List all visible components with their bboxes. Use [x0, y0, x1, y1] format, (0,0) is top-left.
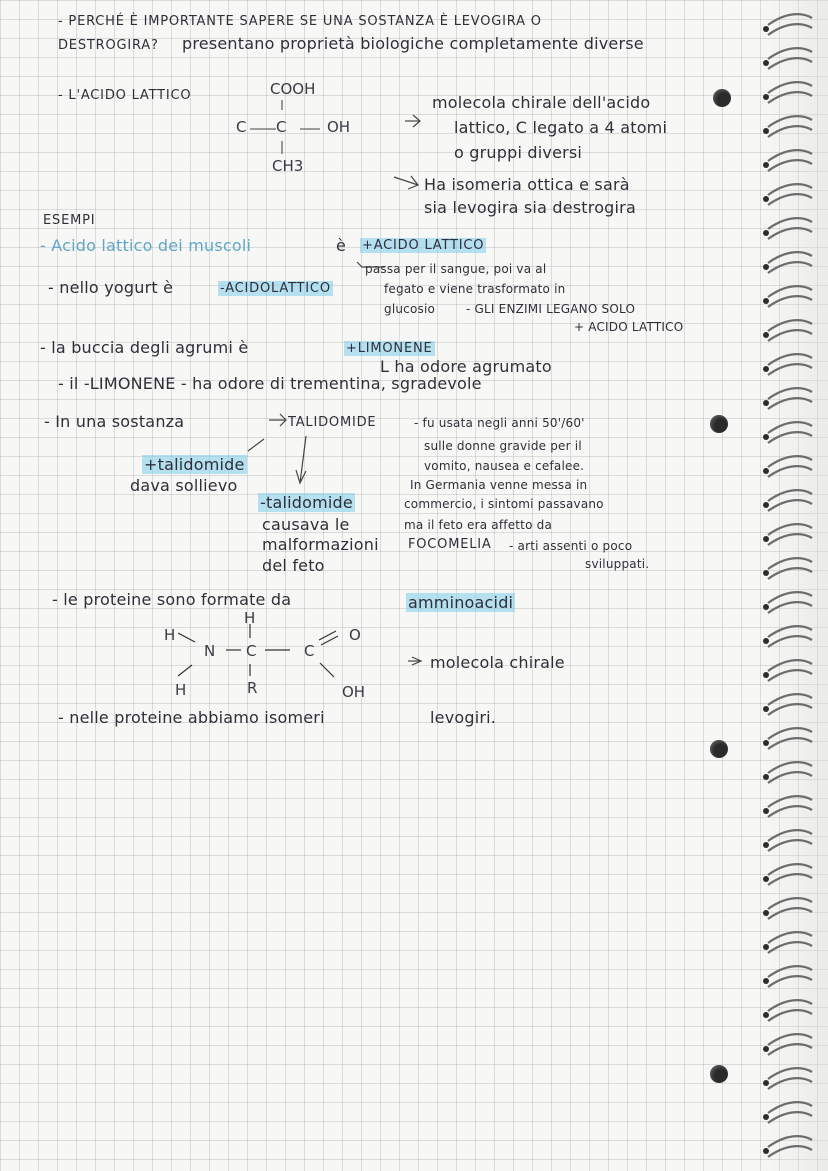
lactic-ch3: CH3: [272, 157, 304, 175]
amino-oh: OH: [342, 683, 366, 701]
example-3-note: L ha odore agrumato: [380, 357, 552, 376]
example-3-subject: - la buccia degli agrumi è: [40, 338, 249, 357]
amino-h-top: H: [244, 609, 256, 627]
punch-hole-3: [710, 740, 728, 758]
example-1-subject: - Acido lattico dei muscoli: [40, 236, 252, 255]
talidomide-plus: +talidomide: [144, 455, 245, 474]
protein-amino-highlight: amminoacidi: [408, 593, 514, 612]
isomer-note-2: sia levogira sia destrogira: [424, 198, 636, 217]
amino-r: R: [247, 679, 258, 697]
talidomide-intro: - In una sostanza: [44, 412, 185, 431]
talidomide-note-9: sviluppati.: [585, 557, 650, 571]
isomer-note-1: Ha isomeria ottica e sarà: [424, 175, 630, 194]
question-line-2: DESTROGIRA?: [58, 38, 159, 53]
question-answer: presentano proprietà biologiche completamente diverse: [182, 34, 644, 53]
example-1-highlight: +ACIDO LATTICO: [362, 238, 485, 253]
amino-c2: C: [304, 642, 315, 660]
talidomide-plus-note: dava sollievo: [130, 476, 238, 495]
punch-hole-4: [710, 1065, 728, 1083]
talidomide-minus: -talidomide: [260, 493, 353, 512]
example-1-note-2: fegato e viene trasformato in: [384, 282, 566, 296]
example-1-note-3: glucosio: [384, 302, 436, 316]
lactic-c-center: C: [276, 118, 287, 136]
amino-h-left-top: H: [164, 626, 176, 644]
example-1-note-4: - GLI ENZIMI LEGANO SOLO: [466, 302, 636, 316]
talidomide-name: TALIDOMIDE: [288, 415, 377, 430]
example-1-note-1: passa per il sangue, poi va al: [365, 262, 547, 276]
amino-h-left-bottom: H: [175, 681, 187, 699]
example-3-highlight: +LIMONENE: [346, 341, 433, 356]
example-1-note-5: + ACIDO LATTICO: [574, 320, 684, 334]
talidomide-note-5: commercio, i sintomi passavano: [404, 497, 604, 511]
example-4: - il -LIMONENE - ha odore di trementina, sgradevole: [58, 374, 482, 393]
lactic-oh: OH: [327, 118, 351, 136]
talidomide-note-6: ma il feto era affetto da: [404, 518, 553, 532]
talidomide-minus-note-1: causava le: [262, 515, 350, 534]
talidomide-note-2: sulle donne gravide per il: [424, 439, 582, 453]
talidomide-note-1: - fu usata negli anni 50'/60': [414, 416, 585, 430]
amino-o: O: [349, 626, 361, 644]
protein-line-1: - le proteine sono formate da: [52, 590, 292, 609]
chiral-note-1: molecola chirale dell'acido: [432, 93, 651, 112]
example-1-verb: è: [336, 236, 347, 255]
example-2-highlight: -ACIDOLATTICO: [220, 281, 331, 296]
punch-hole-1: [713, 89, 731, 107]
examples-title: ESEMPI: [43, 213, 96, 228]
talidomide-note-7: FOCOMELIA: [408, 537, 492, 552]
talidomide-minus-note-3: del feto: [262, 556, 325, 575]
chiral-note-2: lattico, C legato a 4 atomi: [454, 118, 668, 137]
question-line-1: - PERCHÉ È IMPORTANTE SAPERE SE UNA SOSTANZA È LEVOGIRA O: [58, 14, 542, 29]
talidomide-minus-note-2: malformazioni: [262, 535, 379, 554]
amino-note: molecola chirale: [430, 653, 565, 672]
protein-line-2: - nelle proteine abbiamo isomeri: [58, 708, 325, 727]
chiral-note-3: o gruppi diversi: [454, 143, 583, 162]
amino-c1: C: [246, 642, 257, 660]
talidomide-note-3: vomito, nausea e cefalee.: [424, 459, 585, 473]
lactic-c-left: C: [236, 118, 247, 136]
lactic-cooh: COOH: [270, 80, 316, 98]
amino-n: N: [204, 642, 216, 660]
punch-hole-2: [710, 415, 728, 433]
talidomide-note-4: In Germania venne messa in: [410, 478, 588, 492]
talidomide-note-8: - arti assenti o poco: [509, 539, 633, 553]
example-2-subject: - nello yogurt è: [48, 278, 174, 297]
protein-levogiri: levogiri.: [430, 708, 497, 727]
lactic-title: - L'ACIDO LATTICO: [58, 88, 192, 103]
spiral-binding: [758, 0, 828, 1171]
